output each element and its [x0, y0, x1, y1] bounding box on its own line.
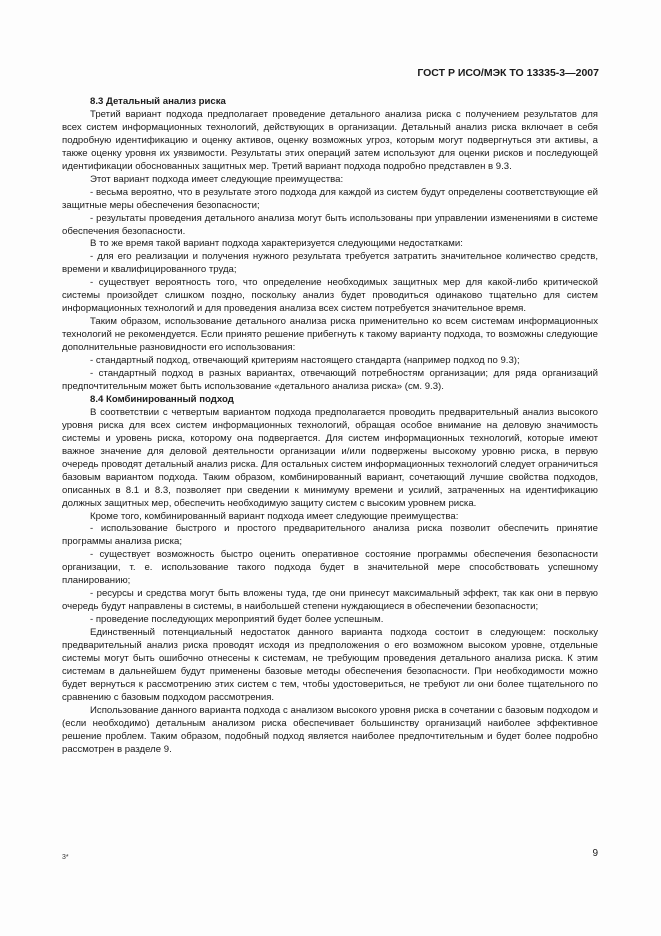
list-item: - ресурсы и средства могут быть вложены туда, где они принесут максимальный эффект, так как они в первую очередь будут направлены в системы, в наибольшей степени нуждающиеся в обеспечении безопасности;	[62, 588, 598, 613]
paragraph: Кроме того, комбинированный вариант подхода имеет следующие преимущества:	[90, 510, 459, 522]
paragraph: Таким образом, использование детального анализа риска применительно ко всем системам информационных технологий не рекомендуется. Если принято решение прибегнуть к такому варианту подхода, то возможны следующие дополнительные разновидности его использования:	[62, 316, 598, 354]
page-number: 9	[592, 848, 598, 859]
paragraph: В соответствии с четвертым вариантом подхода предполагается проводить предварительный анализ высокого уровня риска для всех систем информационных технологий, обращая особое внимание на деловую значимость системы и уровень риска, которому она подвергается. Для систем информационных технологий, которые имеют важное значение для деловой деятельности организации и/или подвержены высокому уровню риска, в первую очередь проводят детальный анализ риска. Для остальных систем информационных технологий следует ограничиться базовым вариантом подхода. Таким образом, комбинированный вариант, сочетающий лучшие свойства подходов, описанных в 8.1 и 8.3, позволяет при сведении к минимуму времени и усилий, затраченных на идентификацию должных защитных мер, обеспечить необходимую защиту систем с высоким уровнем риска.	[62, 406, 598, 509]
paragraph: Этот вариант подхода имеет следующие преимущества:	[90, 173, 344, 185]
paragraph: Единственный потенциальный недостаток данного варианта подхода состоит в следующем: поскольку предварительный анализ риска проводят исходя из предположения о его возможном высоком уровне, отдельные системы могут быть ошибочно отнесены к системам, не требующим проведения детального анализа риска. К этим системам в дальнейшем будут применены базовые методы обеспечения безопасности. При необходимости можно будет вернуться к рассмотрению этих систем с тем, чтобы удостовериться, не требуют ли они более тщательного по сравнению с базовым подходом рассмотрения.	[62, 627, 598, 703]
document-code-header: ГОСТ Р ИСО/МЭК ТО 13335-3—2007	[417, 67, 599, 79]
list-item: - использование быстрого и простого предварительного анализа риска позволит обеспечить принятие программы анализа риска;	[62, 523, 598, 548]
list-item: - стандартный подход, отвечающий критериям настоящего стандарта (например подход по 9.3);	[90, 355, 520, 367]
list-item: - проведение последующих мероприятий будет более успешным.	[90, 614, 384, 626]
section-heading-8-4: 8.4 Комбинированный подход	[90, 393, 234, 405]
list-item: - существует возможность быстро оценить оперативное состояние программы обеспечения безопасности организации, т. е. использование такого подхода будет в значительной мере способствовать успешному планированию;	[62, 549, 598, 587]
list-item: - результаты проведения детального анализа могут быть использованы при управлении изменениями в системе обеспечения безопасности.	[62, 212, 598, 237]
page-body	[62, 96, 598, 757]
footer-sheet-mark: 3*	[62, 854, 69, 861]
list-item: - существует вероятность того, что определение необходимых защитных мер для какой-либо критической системы произойдет слишком поздно, поскольку анализ будет проводиться одинаково тщательно для систем информационных технологий и для проведения анализа всех систем потребуется значительное время.	[62, 277, 598, 315]
paragraph: В то же время такой вариант подхода характеризуется следующими недостатками:	[90, 238, 463, 250]
paragraph: Использование данного варианта подхода с анализом высокого уровня риска в сочетании с базовым подходом и (если необходимо) детальным анализом риска обеспечивает большинству организаций наиболее эффективное решение проблем. Таким образом, подобный подход является наиболее предпочтительным и будет более подробно рассмотрен в разделе 9.	[62, 704, 598, 755]
list-item: - стандартный подход в разных вариантах, отвечающий потребностям организации; для ряда организаций предпочтительным может быть использование «детального анализа риска» (см. 9.3).	[62, 368, 598, 392]
list-item: - весьма вероятно, что в результате этого подхода для каждой из систем будут определены соответствующие ей защитные меры обеспечения безопасности;	[62, 186, 598, 211]
paragraph: Третий вариант подхода предполагает проведение детального анализа риска с получением результатов для всех систем информационных технологий, действующих в организации. Детальный анализ риска включает в себя подробную идентификацию и оценку активов, оценку возможных угроз, которым могут подвергнуться эти активы, а также оценку уровня их уязвимости. Результаты этих операций затем используют для оценки рисков и последующей идентификации обоснованных защитных мер. Третий вариант подхода подробно представлен в 9.3.	[62, 108, 598, 172]
section-heading-8-3: 8.3 Детальный анализ риска	[90, 96, 226, 107]
list-item: - для его реализации и получения нужного результата требуется затратить значительное количество средств, времени и квалифицированного труда;	[62, 251, 598, 276]
